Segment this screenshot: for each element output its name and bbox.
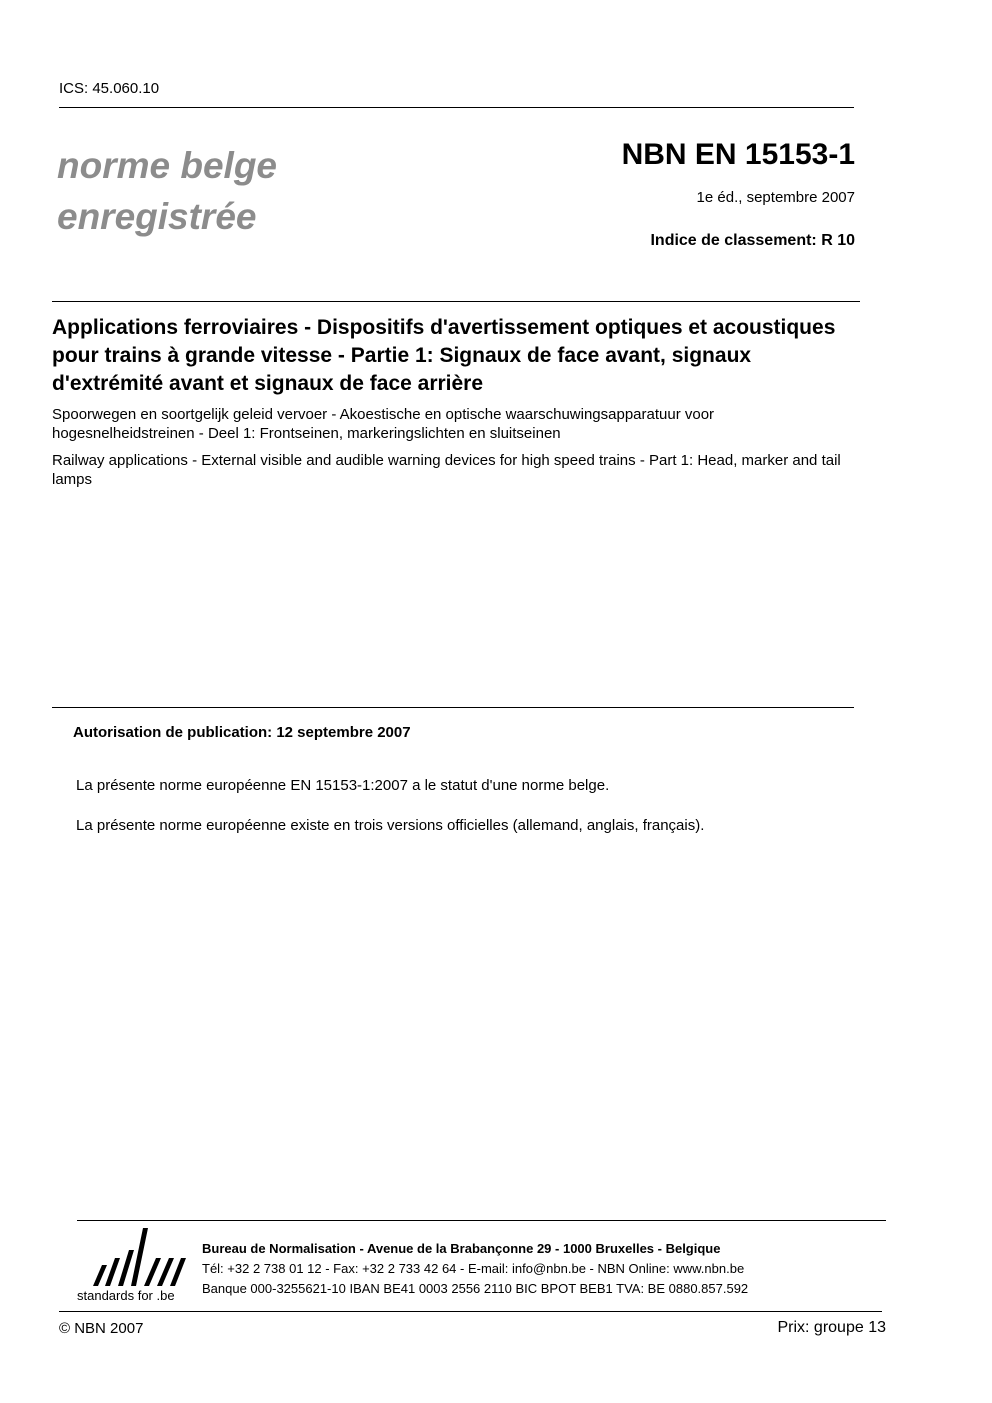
bank-details: Banque 000-3255621-10 IBAN BE41 0003 2556 2110 BIC BPOT BEB1 TVA: BE 0880.857.592 <box>202 1281 749 1296</box>
ics-code: ICS: 45.060.10 <box>59 80 160 97</box>
title-english: Railway applications - External visible and audible warning devices for high speed trains - Part 1: Head, marker and tail lamps <box>52 452 841 488</box>
versions-paragraph: La présente norme européenne existe en trois versions officielles (allemand, anglais, français). <box>76 817 705 834</box>
title-divider <box>52 301 860 302</box>
classification-index: Indice de classement: R 10 <box>650 232 855 249</box>
logo-tagline: standards for .be <box>77 1288 175 1303</box>
status-paragraph: La présente norme européenne EN 15153-1:2007 a le statut d'une norme belge. <box>76 777 610 794</box>
footer-bottom-divider <box>59 1311 882 1312</box>
title-dutch: Spoorwegen en soortgelijk geleid vervoer - Akoestische en optische waarschuwingsapparatuur voor hogesnelheidstreinen - Deel 1: Frontseinen, markeringslichten en sluitseinen <box>52 406 715 442</box>
publication-authorisation: Autorisation de publication: 12 septembre 2007 <box>73 724 411 741</box>
price-group: Prix: groupe 13 <box>777 1319 886 1336</box>
standard-number: NBN EN 15153-1 <box>621 138 855 171</box>
body-divider <box>52 707 854 708</box>
bureau-address: Bureau de Normalisation - Avenue de la Brabançonne 29 - 1000 Bruxelles - Belgique <box>202 1241 721 1256</box>
norme-line-1: norme belge <box>57 145 277 186</box>
top-divider <box>59 107 854 108</box>
norme-line-2: enregistrée <box>57 196 257 237</box>
edition-date: 1e éd., septembre 2007 <box>696 189 855 206</box>
copyright: © NBN 2007 <box>59 1320 144 1337</box>
title-french: Applications ferroviaires - Dispositifs d'avertissement optiques et acoustiques pour trains à grande vitesse - Partie 1: Signaux de face avant, signaux d'extrémité avant et signaux de face arrière <box>52 316 836 395</box>
contact-details: Tél: +32 2 738 01 12 - Fax: +32 2 733 42 64 - E-mail: info@nbn.be - NBN Online: www.nbn.be <box>202 1261 745 1276</box>
norme-label <box>57 140 277 242</box>
footer-top-divider <box>77 1220 886 1221</box>
